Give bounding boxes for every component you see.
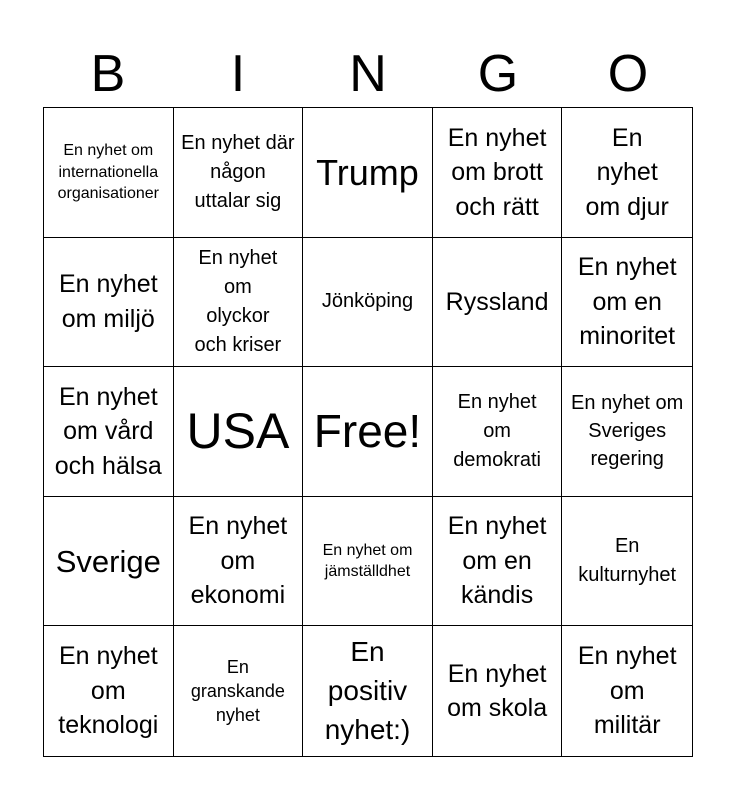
bingo-cell[interactable] [303,497,433,627]
cell-text: Jönköping [321,290,414,313]
cell-text: En nyhet om ekonomi [188,512,288,610]
header-letter-o: O [607,45,649,103]
cell-text: En nyhet om brott och rätt [447,123,547,221]
bingo-cell[interactable] [562,626,692,756]
bingo-cell[interactable] [433,367,563,497]
header-letter-b: B [90,45,126,103]
free-cell[interactable] [303,367,433,497]
cell-text: En nyhet om skola [447,659,548,723]
bingo-cell[interactable] [174,497,304,627]
cell-text: En nyhet om djur [585,123,669,221]
bingo-cell[interactable] [433,626,563,756]
bingo-cell[interactable] [174,626,304,756]
cell-text: En granskande nyhet [190,656,285,726]
bingo-cell[interactable] [174,238,304,368]
cell-text: En nyhet om vård och hälsa [54,382,162,480]
cell-text: Trump [316,151,419,193]
cell-text: En nyhet om olyckor och kriser [194,246,282,356]
cell-text: Ryssland [445,287,549,316]
bingo-cell[interactable] [562,238,692,368]
header-letter-i: I [230,45,246,103]
bingo-cell[interactable] [44,367,174,497]
cell-text: En kulturnyhet [578,535,677,587]
header-letter-n: N [349,45,387,103]
bingo-cell[interactable] [44,497,174,627]
cell-text: En nyhet om Sveriges regering [571,392,684,471]
header-letter-g: G [477,45,519,103]
bingo-header [43,42,693,106]
bingo-cell[interactable] [562,497,692,627]
bingo-cell[interactable] [303,626,433,756]
cell-text: En nyhet om jämställdhet [322,541,413,581]
bingo-cell[interactable] [44,238,174,368]
bingo-cell[interactable] [174,108,304,238]
bingo-cell[interactable] [562,108,692,238]
bingo-cell[interactable] [562,367,692,497]
cell-text: En nyhet om en minoritet [577,253,677,351]
bingo-cell[interactable] [174,367,304,497]
bingo-cell[interactable] [433,108,563,238]
cell-text: Sverige [55,543,161,579]
bingo-board [43,107,693,757]
cell-text: Free! [313,405,422,458]
cell-text: En nyhet om demokrati [453,390,541,471]
cell-text: En nyhet om teknologi [58,642,159,740]
cell-text: En nyhet om en kändis [447,512,547,610]
cell-text: En nyhet om miljö [58,270,158,333]
bingo-cell[interactable] [433,497,563,627]
bingo-cell[interactable] [44,108,174,238]
cell-text: En positiv nyhet:) [324,636,411,745]
cell-text: En nyhet där någon uttalar sig [181,131,295,212]
cell-text: USA [186,402,290,459]
cell-text: En nyhet om militär [577,642,677,740]
cell-text: En nyhet om internationella organisationer [57,141,159,203]
bingo-cell[interactable] [303,108,433,238]
bingo-cell[interactable] [303,238,433,368]
bingo-cell[interactable] [44,626,174,756]
bingo-cell[interactable] [433,238,563,368]
